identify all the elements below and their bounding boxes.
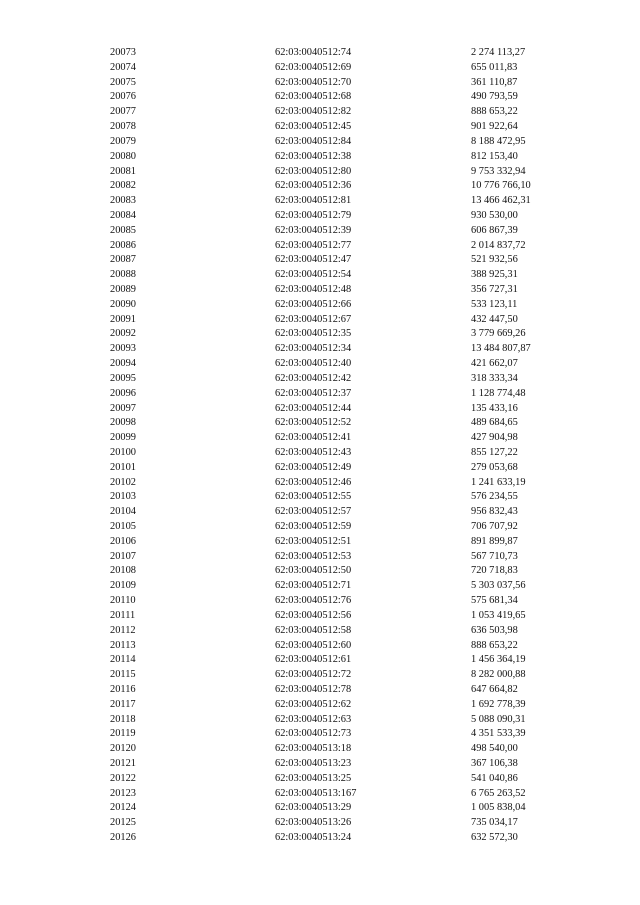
cadastral-value-cell: 1 692 778,39 — [471, 698, 526, 710]
row-number-cell: 20106 — [110, 535, 136, 547]
cadastral-value-cell: 6 765 263,52 — [471, 787, 526, 799]
cadastral-value-cell: 361 110,87 — [471, 76, 518, 88]
cadastral-number-cell: 62:03:0040512:40 — [275, 358, 352, 370]
cadastral-value-cell: 356 727,31 — [471, 284, 518, 295]
cadastral-value-cell: 8 188 472,95 — [471, 135, 526, 147]
table-row — [110, 298, 591, 313]
cadastral-number-cell: 62:03:0040513:167 — [275, 787, 357, 799]
row-number-cell: 20123 — [110, 787, 136, 799]
table-row — [110, 653, 591, 668]
table-row — [110, 357, 591, 372]
cadastral-value-cell: 13 484 807,87 — [471, 343, 531, 355]
cadastral-number-cell: 62:03:0040512:63 — [275, 713, 352, 725]
cadastral-number-cell: 62:03:0040512:61 — [275, 654, 352, 666]
cadastral-number-cell: 62:03:0040513:23 — [275, 758, 352, 769]
cadastral-value-cell: 930 530,00 — [471, 209, 518, 221]
row-number-cell: 20110 — [110, 595, 136, 607]
table-row — [110, 46, 591, 61]
table-row — [110, 624, 591, 639]
cadastral-number-cell: 62:03:0040512:51 — [275, 535, 352, 547]
cadastral-value-cell: 655 011,83 — [471, 61, 518, 73]
cadastral-value-cell: 647 664,82 — [471, 683, 518, 695]
cadastral-value-cell: 498 540,00 — [471, 743, 518, 755]
table-row — [110, 239, 591, 254]
cadastral-number-cell: 62:03:0040512:45 — [275, 121, 352, 133]
row-number-cell: 20088 — [110, 269, 136, 281]
row-number-cell: 20122 — [110, 772, 136, 784]
cadastral-value-cell: 567 710,73 — [471, 550, 518, 562]
table-row — [110, 150, 591, 165]
row-number-cell: 20095 — [110, 372, 136, 384]
cadastral-value-cell: 279 053,68 — [471, 461, 518, 473]
table-row — [110, 535, 591, 550]
row-number-cell: 20078 — [110, 121, 136, 133]
table-row — [110, 179, 591, 194]
table-row — [110, 90, 591, 105]
row-number-cell: 20105 — [110, 521, 136, 532]
cadastral-value-cell: 5 303 037,56 — [471, 580, 526, 592]
row-number-cell: 20109 — [110, 580, 136, 592]
row-number-cell: 20081 — [110, 165, 136, 177]
table-row — [110, 135, 591, 150]
cadastral-number-cell: 62:03:0040513:24 — [275, 832, 352, 844]
row-number-cell: 20126 — [110, 832, 136, 844]
table-row — [110, 268, 591, 283]
cadastral-number-cell: 62:03:0040512:38 — [275, 150, 352, 162]
cadastral-value-cell: 735 034,17 — [471, 817, 518, 829]
cadastral-value-cell: 956 832,43 — [471, 506, 518, 518]
cadastral-value-cell: 135 433,16 — [471, 402, 518, 414]
table-row — [110, 757, 591, 772]
row-number-cell: 20119 — [110, 728, 136, 740]
cadastral-value-cell: 10 776 766,10 — [471, 180, 531, 192]
cadastral-number-cell: 62:03:0040512:44 — [275, 402, 352, 414]
table-row — [110, 120, 591, 135]
cadastral-number-cell: 62:03:0040512:42 — [275, 372, 352, 384]
cadastral-value-cell: 888 653,22 — [471, 639, 518, 651]
cadastral-value-cell: 2 014 837,72 — [471, 239, 526, 251]
cadastral-number-cell: 62:03:0040512:54 — [275, 269, 352, 281]
cadastral-number-cell: 62:03:0040513:29 — [275, 802, 352, 814]
cadastral-value-cell: 13 466 462,31 — [471, 195, 531, 207]
row-number-cell: 20092 — [110, 328, 136, 340]
row-number-cell: 20082 — [110, 180, 136, 192]
cadastral-value-cell: 891 899,87 — [471, 535, 518, 547]
row-number-cell: 20075 — [110, 76, 136, 88]
row-number-cell: 20125 — [110, 817, 136, 829]
table-row — [110, 476, 591, 491]
table-row — [110, 772, 591, 787]
cadastral-number-cell: 62:03:0040512:35 — [275, 328, 352, 340]
row-number-cell: 20100 — [110, 446, 136, 458]
cadastral-value-cell: 489 684,65 — [471, 417, 518, 429]
row-number-cell: 20074 — [110, 61, 136, 73]
cadastral-number-cell: 62:03:0040512:50 — [275, 565, 352, 577]
table-row — [110, 609, 591, 624]
cadastral-value-cell: 1 456 364,19 — [471, 654, 526, 666]
cadastral-value-cell: 541 040,86 — [471, 772, 518, 784]
table-row — [110, 639, 591, 654]
cadastral-number-cell: 62:03:0040512:55 — [275, 491, 352, 503]
row-number-cell: 20116 — [110, 683, 136, 695]
row-number-cell: 20113 — [110, 639, 136, 651]
cadastral-number-cell: 62:03:0040512:57 — [275, 506, 352, 518]
cadastral-number-cell: 62:03:0040512:56 — [275, 609, 352, 621]
cadastral-value-cell: 706 707,92 — [471, 521, 518, 532]
table-row — [110, 801, 591, 816]
cadastral-value-cell: 8 282 000,88 — [471, 669, 526, 681]
cadastral-value-cell: 5 088 090,31 — [471, 713, 526, 725]
cadastral-value-cell: 576 234,55 — [471, 491, 518, 503]
table-row — [110, 402, 591, 417]
row-number-cell: 20112 — [110, 624, 136, 636]
cadastral-number-cell: 62:03:0040512:43 — [275, 446, 352, 458]
table-row — [110, 490, 591, 505]
row-number-cell: 20080 — [110, 150, 136, 162]
cadastral-number-cell: 62:03:0040513:25 — [275, 772, 352, 784]
row-number-cell: 20094 — [110, 358, 136, 370]
row-number-cell: 20102 — [110, 476, 136, 488]
cadastral-number-cell: 62:03:0040512:49 — [275, 461, 352, 473]
row-number-cell: 20090 — [110, 298, 136, 310]
cadastral-value-cell: 855 127,22 — [471, 446, 518, 458]
row-number-cell: 20104 — [110, 506, 136, 518]
cadastral-number-cell: 62:03:0040513:18 — [275, 743, 352, 755]
cadastral-value-cell: 9 753 332,94 — [471, 165, 526, 177]
cadastral-value-cell: 606 867,39 — [471, 224, 518, 236]
cadastral-value-cell: 3 779 669,26 — [471, 328, 526, 340]
row-number-cell: 20101 — [110, 461, 136, 473]
table-row — [110, 461, 591, 476]
row-number-cell: 20089 — [110, 284, 136, 295]
cadastral-value-cell: 636 503,98 — [471, 624, 518, 636]
table-row — [110, 387, 591, 402]
table-row — [110, 520, 591, 535]
row-number-cell: 20083 — [110, 195, 136, 207]
cadastral-number-cell: 62:03:0040512:48 — [275, 284, 352, 295]
cadastral-number-cell: 62:03:0040512:68 — [275, 91, 352, 103]
cadastral-value-cell: 367 106,38 — [471, 758, 518, 769]
table-row — [110, 505, 591, 520]
cadastral-number-cell: 62:03:0040512:41 — [275, 432, 352, 444]
cadastral-number-cell: 62:03:0040512:71 — [275, 580, 352, 592]
row-number-cell: 20096 — [110, 387, 136, 399]
row-number-cell: 20121 — [110, 758, 136, 769]
cadastral-number-cell: 62:03:0040513:26 — [275, 817, 352, 829]
cadastral-number-cell: 62:03:0040512:59 — [275, 521, 352, 532]
cadastral-number-cell: 62:03:0040512:80 — [275, 165, 352, 177]
table-row — [110, 594, 591, 609]
table-row — [110, 283, 591, 298]
table-row — [110, 105, 591, 120]
cadastral-value-cell: 632 572,30 — [471, 832, 518, 844]
table-row — [110, 579, 591, 594]
table-row — [110, 742, 591, 757]
cadastral-number-cell: 62:03:0040512:76 — [275, 595, 352, 607]
row-number-cell: 20111 — [110, 609, 136, 621]
table-row — [110, 668, 591, 683]
cadastral-number-cell: 62:03:0040512:70 — [275, 76, 352, 88]
cadastral-number-cell: 62:03:0040512:39 — [275, 224, 352, 236]
cadastral-value-cell: 4 351 533,39 — [471, 728, 526, 740]
row-number-cell: 20120 — [110, 743, 136, 755]
cadastral-number-cell: 62:03:0040512:46 — [275, 476, 352, 488]
table-row — [110, 431, 591, 446]
cadastral-number-cell: 62:03:0040512:78 — [275, 683, 352, 695]
row-number-cell: 20073 — [110, 47, 136, 58]
table-row — [110, 194, 591, 209]
cadastral-value-cell: 1 241 633,19 — [471, 476, 526, 488]
table-row — [110, 698, 591, 713]
table-row — [110, 209, 591, 224]
cadastral-number-cell: 62:03:0040512:67 — [275, 313, 352, 325]
table-row — [110, 76, 591, 91]
table-row — [110, 787, 591, 802]
cadastral-value-cell: 432 447,50 — [471, 313, 518, 325]
cadastral-number-cell: 62:03:0040512:62 — [275, 698, 352, 710]
cadastral-value-cell: 888 653,22 — [471, 106, 518, 118]
row-number-cell: 20086 — [110, 239, 136, 251]
table-row — [110, 446, 591, 461]
cadastral-value-table — [110, 46, 591, 846]
cadastral-number-cell: 62:03:0040512:81 — [275, 195, 352, 207]
table-row — [110, 683, 591, 698]
table-row — [110, 816, 591, 831]
row-number-cell: 20118 — [110, 713, 136, 725]
row-number-cell: 20091 — [110, 313, 136, 325]
cadastral-number-cell: 62:03:0040512:72 — [275, 669, 352, 681]
cadastral-number-cell: 62:03:0040512:74 — [275, 47, 352, 58]
cadastral-value-cell: 318 333,34 — [471, 372, 518, 384]
row-number-cell: 20076 — [110, 91, 136, 103]
cadastral-value-cell: 421 662,07 — [471, 358, 518, 370]
cadastral-value-cell: 1 053 419,65 — [471, 609, 526, 621]
table-row — [110, 564, 591, 579]
table-row — [110, 327, 591, 342]
cadastral-value-cell: 1 128 774,48 — [471, 387, 526, 399]
row-number-cell: 20097 — [110, 402, 136, 414]
cadastral-number-cell: 62:03:0040512:53 — [275, 550, 352, 562]
table-body — [110, 46, 591, 846]
row-number-cell: 20077 — [110, 106, 136, 118]
cadastral-number-cell: 62:03:0040512:79 — [275, 209, 352, 221]
cadastral-number-cell: 62:03:0040512:47 — [275, 254, 352, 266]
row-number-cell: 20093 — [110, 343, 136, 355]
table-row — [110, 550, 591, 565]
cadastral-value-cell: 490 793,59 — [471, 91, 518, 103]
row-number-cell: 20107 — [110, 550, 136, 562]
row-number-cell: 20108 — [110, 565, 136, 577]
cadastral-number-cell: 62:03:0040512:36 — [275, 180, 352, 192]
cadastral-number-cell: 62:03:0040512:37 — [275, 387, 352, 399]
cadastral-number-cell: 62:03:0040512:58 — [275, 624, 352, 636]
cadastral-number-cell: 62:03:0040512:69 — [275, 61, 352, 73]
cadastral-value-cell: 720 718,83 — [471, 565, 518, 577]
cadastral-value-cell: 812 153,40 — [471, 150, 518, 162]
cadastral-value-cell: 388 925,31 — [471, 269, 518, 281]
row-number-cell: 20085 — [110, 224, 136, 236]
cadastral-value-cell: 521 932,56 — [471, 254, 518, 266]
cadastral-value-cell: 533 123,11 — [471, 298, 518, 310]
cadastral-number-cell: 62:03:0040512:66 — [275, 298, 352, 310]
cadastral-value-cell: 901 922,64 — [471, 121, 518, 133]
cadastral-number-cell: 62:03:0040512:34 — [275, 343, 352, 355]
table-row — [110, 727, 591, 742]
table-row — [110, 165, 591, 180]
table-row — [110, 253, 591, 268]
cadastral-number-cell: 62:03:0040512:77 — [275, 239, 352, 251]
cadastral-number-cell: 62:03:0040512:73 — [275, 728, 352, 740]
row-number-cell: 20117 — [110, 698, 136, 710]
table-row — [110, 342, 591, 357]
cadastral-number-cell: 62:03:0040512:82 — [275, 106, 352, 118]
table-row — [110, 372, 591, 387]
row-number-cell: 20114 — [110, 654, 136, 666]
row-number-cell: 20103 — [110, 491, 136, 503]
row-number-cell: 20079 — [110, 135, 136, 147]
table-row — [110, 61, 591, 76]
cadastral-value-cell: 1 005 838,04 — [471, 802, 526, 814]
table-row — [110, 224, 591, 239]
table-row — [110, 313, 591, 328]
cadastral-value-cell: 2 274 113,27 — [471, 47, 526, 58]
cadastral-number-cell: 62:03:0040512:52 — [275, 417, 352, 429]
row-number-cell: 20084 — [110, 209, 136, 221]
table-row — [110, 713, 591, 728]
cadastral-value-cell: 575 681,34 — [471, 595, 518, 607]
row-number-cell: 20087 — [110, 254, 136, 266]
row-number-cell: 20099 — [110, 432, 136, 444]
cadastral-number-cell: 62:03:0040512:60 — [275, 639, 352, 651]
cadastral-value-cell: 427 904,98 — [471, 432, 518, 444]
row-number-cell: 20124 — [110, 802, 136, 814]
cadastral-number-cell: 62:03:0040512:84 — [275, 135, 352, 147]
table-row — [110, 416, 591, 431]
row-number-cell: 20098 — [110, 417, 136, 429]
table-row — [110, 831, 591, 846]
row-number-cell: 20115 — [110, 669, 136, 681]
